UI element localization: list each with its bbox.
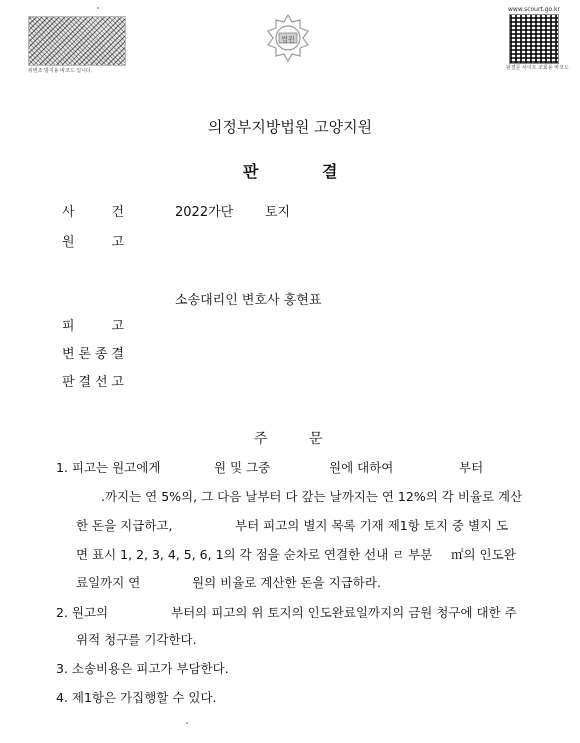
- closing-date-label: 변 론 종 결: [62, 347, 124, 362]
- order-1-line-3b: 부터 피고의 별지 목록 기재 제1항 토지 중 별지 도: [235, 518, 509, 533]
- order-heading-char-2: 문: [309, 431, 323, 447]
- order-1-line-1d: 부터: [459, 460, 484, 475]
- order-2-line-2: 위적 청구를 기각한다.: [76, 632, 197, 647]
- order-1-line-1a: 1. 피고는 원고에게: [56, 460, 161, 475]
- judgment-date-label: 판 결 선 고: [62, 375, 124, 390]
- order-1-line-5a: 료일까지 연: [76, 575, 141, 590]
- doc-title-char-1: 판: [243, 162, 259, 181]
- order-3: 3. 소송비용은 피고가 부담한다.: [56, 661, 229, 676]
- order-2-line-1a: 2. 원고의: [56, 605, 109, 620]
- qr-caption: 판결문 사이트 조회용 바코드: [506, 65, 569, 71]
- site-qr-code: [509, 14, 559, 64]
- barcode-caption: 위변조 방지용 바코드 입니다.: [28, 68, 93, 74]
- case-label: 사 건: [62, 205, 124, 220]
- order-heading-char-1: 주: [254, 431, 268, 447]
- tamper-proof-barcode: [28, 16, 126, 66]
- order-1-line-5b: 원의 비율로 계산한 돈을 지급하라.: [192, 575, 381, 590]
- doc-title-char-2: 결: [322, 162, 338, 181]
- order-2-line-1b: 부터의 피고의 위 토지의 인도완료일까지의 금원 청구에 대한 주: [171, 605, 517, 620]
- scan-speck: [186, 722, 188, 724]
- supreme-court-emblem-icon: [262, 12, 314, 64]
- court-url: www.scourt.go.kr: [508, 6, 560, 13]
- plaintiff-attorney: 소송대리인 변호사 홍현표: [175, 293, 322, 308]
- order-4: 4. 제1항은 가집행할 수 있다.: [56, 690, 217, 705]
- order-1-line-1c: 원에 대하여: [329, 460, 394, 475]
- order-1-line-2: .까지는 연 5%의, 그 다음 날부터 다 갚는 날까지는 연 12%의 각 비율로 계산: [101, 489, 523, 504]
- case-type: 토지: [265, 205, 291, 220]
- scan-speck: [97, 7, 99, 9]
- order-1-line-4a: 면 표시 1, 2, 3, 4, 5, 6, 1의 각 점을 순차로 연결한 선내 ㄹ 부분: [76, 547, 433, 562]
- case-number: 2022가단: [175, 205, 234, 220]
- order-1-line-3a: 한 돈을 지급하고,: [76, 518, 173, 533]
- defendant-label: 피 고: [62, 319, 124, 334]
- order-1-line-4b: ㎡의 인도완: [451, 547, 516, 562]
- court-name: 의정부지방법원 고양지원: [207, 118, 373, 136]
- plaintiff-label: 원 고: [62, 235, 124, 250]
- order-1-line-1b: 원 및 그중: [214, 460, 271, 475]
- emblem-text: 법원: [281, 35, 295, 44]
